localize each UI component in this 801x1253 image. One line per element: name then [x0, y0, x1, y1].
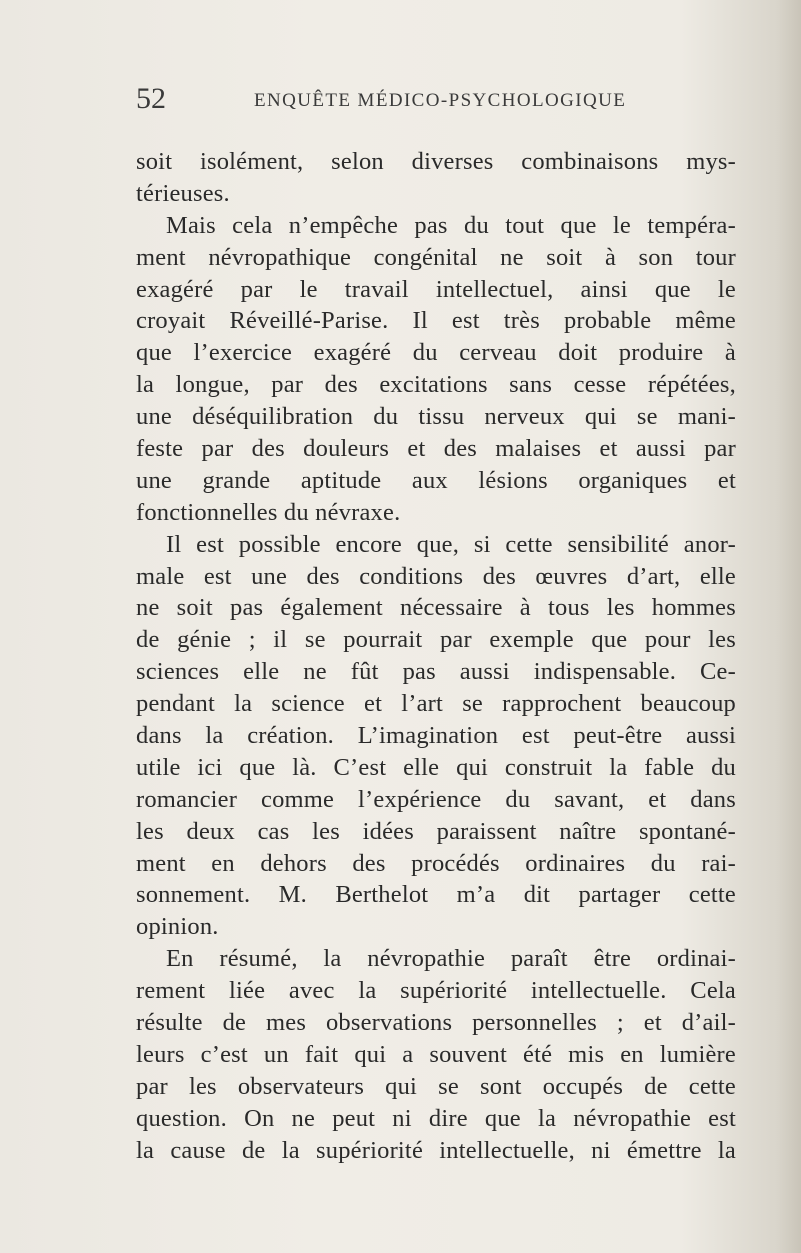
text-line: ne soit pas également nécessaire à tous les hommes	[136, 594, 736, 622]
text-line: sciences elle ne fût pas aussi indispensable. Ce-	[136, 658, 736, 686]
text-line: sonnement. M. Berthelot m’a dit partager cette	[136, 881, 736, 909]
text-line: une déséquilibration du tissu nerveux qui se mani-	[136, 403, 736, 431]
text-line: opinion.	[136, 913, 219, 941]
text-line: résulte de mes observations personnelles ; et d’ail-	[136, 1009, 736, 1037]
text-line: pendant la science et l’art se rapprochent beaucoup	[136, 690, 736, 718]
text-line: Mais cela n’empêche pas du tout que le tempéra-	[166, 211, 736, 239]
text-line: la cause de la supériorité intellectuelle, ni émettre la	[136, 1136, 736, 1164]
text-line: dans la création. L’imagination est peut-être aussi	[136, 722, 736, 750]
running-head: ENQUÊTE MÉDICO-PSYCHOLOGIQUE	[254, 90, 627, 111]
text-line: utile ici que là. C’est elle qui construit la fable du	[136, 753, 736, 781]
text-line: romancier comme l’expérience du savant, et dans	[136, 785, 736, 813]
text-line: Il est possible encore que, si cette sensibilité anor-	[166, 530, 736, 558]
text-line: male est une des conditions des œuvres d’art, elle	[136, 562, 736, 590]
text-line: question. On ne peut ni dire que la névropathie est	[136, 1104, 736, 1132]
text-line: ment névropathique congénital ne soit à son tour	[136, 243, 736, 271]
text-line: feste par des douleurs et des malaises et aussi par	[136, 435, 736, 463]
text-line: exagéré par le travail intellectuel, ainsi que le	[136, 275, 736, 303]
text-line: leurs c’est un fait qui a souvent été mis en lumière	[136, 1040, 736, 1068]
page-number: 52	[136, 82, 166, 115]
text-line: que l’exercice exagéré du cerveau doit produire à	[136, 339, 736, 367]
page-header	[0, 84, 801, 124]
text-line: la longue, par des excitations sans cesse répétées,	[136, 371, 736, 399]
text-line: En résumé, la névropathie paraît être ordinai-	[166, 945, 736, 973]
text-line: ment en dehors des procédés ordinaires du rai-	[136, 849, 736, 877]
text-line: de génie ; il se pourrait par exemple que pour les	[136, 626, 736, 654]
text-line: soit isolément, selon diverses combinaisons mys-	[136, 148, 736, 175]
text-line: térieuses.	[136, 179, 230, 207]
text-line: une grande aptitude aux lésions organiques et	[136, 466, 736, 494]
body-text	[136, 146, 736, 1167]
text-line: fonctionnelles du névraxe.	[136, 498, 401, 526]
text-line: croyait Réveillé-Parise. Il est très probable même	[136, 307, 736, 335]
text-line: rement liée avec la supériorité intellectuelle. Cela	[136, 977, 736, 1005]
text-line: par les observateurs qui se sont occupés de cette	[136, 1072, 736, 1100]
text-line: les deux cas les idées paraissent naître spontané-	[136, 817, 736, 845]
